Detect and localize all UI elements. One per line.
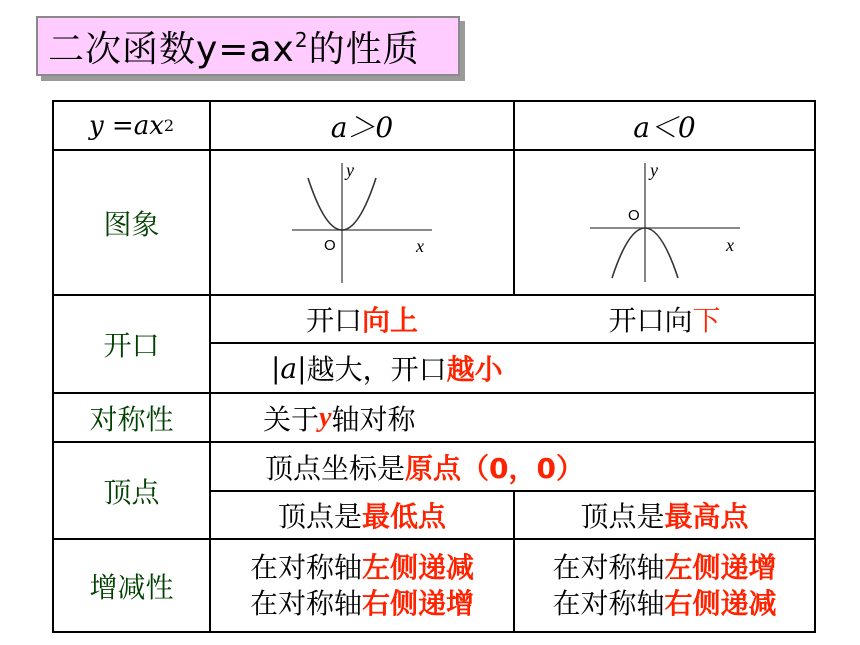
downward-parabola-graph: [580, 158, 750, 288]
graph-downward: [515, 151, 814, 294]
page-title: 二次函数$y=ax^2$的性质: [48, 27, 420, 70]
svg-text:y: y: [649, 159, 658, 180]
svg-text:y: y: [346, 159, 354, 180]
monotonic-positive: [211, 540, 513, 631]
vertex-shared: 顶点坐标是 原点（0，0）: [265, 451, 584, 485]
header-a-negative: a＜0: [633, 110, 696, 144]
label-symmetry: 对称性: [89, 402, 174, 436]
opening-negative: 开口向 下: [608, 304, 721, 337]
upward-parabola-graph: [282, 158, 442, 288]
monotonic-negative: [515, 540, 814, 631]
header-a-positive: a＞0: [330, 110, 394, 144]
opening-positive: 开口 向上: [305, 304, 419, 337]
vertex-positive: 顶点是 最低点: [277, 500, 447, 533]
label-monotonic: 增减性: [89, 570, 174, 604]
monotonic-positive-line2: 在对称轴右侧递增: [249, 586, 475, 620]
graph-upward: [211, 151, 513, 294]
vertex-negative: 顶点是 最高点: [580, 500, 749, 533]
svg-text:x: x: [416, 235, 424, 256]
svg-text:O: O: [627, 206, 640, 224]
monotonic-negative-line1: 在对称轴左侧递增: [552, 550, 777, 584]
svg-text:x: x: [725, 234, 734, 255]
svg-text:O: O: [324, 236, 336, 254]
label-image: 图象: [103, 207, 160, 241]
monotonic-negative-line2: 在对称轴右侧递减: [552, 586, 777, 620]
opening-abs-a: |a| 越大，开口 越小: [271, 351, 503, 386]
title-box: [36, 16, 460, 76]
symmetry-value: 关于 y 轴对称: [263, 401, 416, 436]
header-function: y =ax 2: [88, 110, 175, 141]
properties-table: [52, 100, 816, 633]
monotonic-positive-line1: 在对称轴左侧递减: [249, 550, 475, 584]
label-vertex: 顶点: [103, 475, 160, 509]
label-opening: 开口: [103, 329, 160, 362]
